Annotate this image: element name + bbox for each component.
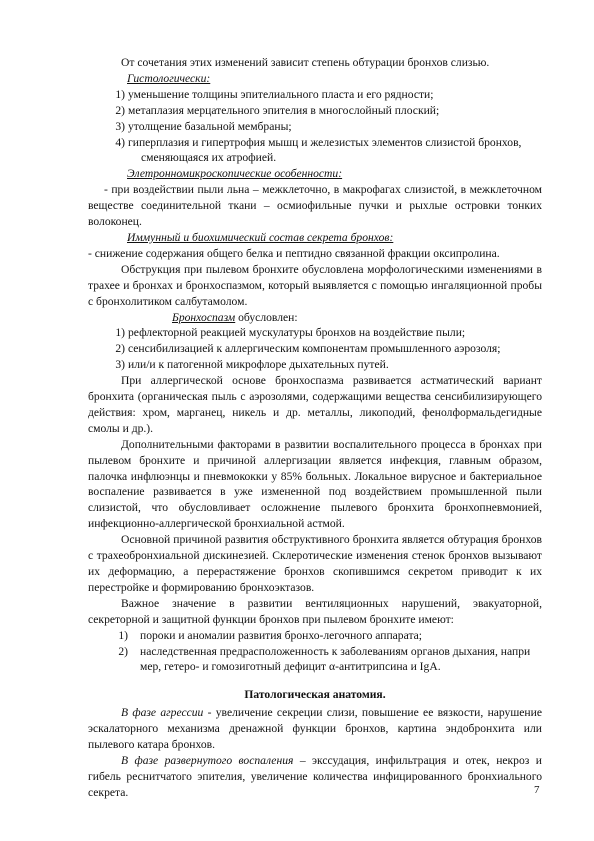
list-item: 2) метаплазия мерцательного эпителия в многослойный плоский;	[115, 103, 440, 117]
electron-microscopy-heading: Элетронномикроскопические особенности:	[127, 167, 343, 181]
list-item: 1) пороки и аномалии развития бронхо-легочного аппарата;	[118, 628, 423, 642]
histology-heading: Гистологически:	[127, 71, 211, 85]
histology-list	[88, 87, 542, 167]
bronchospasm-list	[88, 325, 542, 373]
list-item: 1) уменьшение толщины эпителиального пласта и его рядности;	[115, 87, 434, 101]
document-body	[88, 55, 542, 801]
bronchospasm-term: Бронхоспазм	[172, 310, 236, 324]
important-factors-list	[88, 628, 542, 676]
important-factors-paragraph: Важное значение в развитии вентиляционных нарушений, эвакуаторной, секреторной и защитной функции бронхов при пылевом бронхите имеют:	[88, 596, 542, 626]
phase-inflammation-paragraph	[88, 753, 542, 801]
phase-inflammation-text: – экссудация, инфильтрация и отек, некроз и гибель реснитчатого эпителия, увеличение количества инфицированного бронхиального секрета.	[88, 753, 542, 799]
list-item: 4) гиперплазия и гипертрофия мышц и железистых элементов слизистой бронхов,	[115, 135, 522, 149]
list-item: 2) сенсибилизацией к аллергическим компонентам промышленного аэрозоля;	[115, 342, 501, 356]
phase-aggression-paragraph	[88, 705, 542, 753]
phase-inflammation-label: В фазе развернутого воспаления	[121, 753, 294, 767]
bronchospasm-heading	[88, 310, 542, 326]
electron-microscopy-text: - при воздействии пыли льна – межклеточно, в макрофагах слизистой, в межклеточном веществе соединительной ткани – осмиофильные пучки и рыхлые островки тонких волоконец.	[88, 183, 542, 229]
bronchospasm-caused: обусловлен:	[235, 310, 298, 324]
list-item: 1) рефлекторной реакцией мускулатуры бронхов на воздействие пыли;	[115, 326, 466, 340]
obstruction-paragraph: Обструкция при пылевом бронхите обусловлена морфологическими изменениями в трахее и бронхах и бронхоспазмом, который выявляется с помощью ингаляционной пробы с бронхолитиком салбутамолом.	[88, 262, 542, 308]
section-title: Патологическая анатомия.	[244, 688, 386, 702]
allergic-paragraph: При аллергической основе бронхоспазма развивается астматический вариант бронхита (органическая пыль с аэрозолями, содержащими вещества сенсибилизирующего действия: хром, марганец, никель и др. металлы, ликоподий, фенолформальдегидные смолы и др.).	[88, 374, 542, 435]
list-item: 3) или/и к патогенной микрофлоре дыхательных путей.	[115, 358, 389, 372]
phase-aggression-text: - увеличение секреции слизи, повышение ее вязкости, нарушение эскалаторного механизма дренажной функции бронхов, картина эндобронхита или пылевого катара бронхов.	[88, 706, 542, 752]
immune-heading: Иммунный и биохимический состав секрета бронхов:	[127, 230, 394, 244]
list-item: 2) наследственная предрасположенность к заболеваниям органов дыхания, напри мер, гетеро- и гомозиготный дефицит α-антитрипсина и IgA.	[118, 644, 531, 674]
main-cause-paragraph: Основной причиной развития обструктивного бронхита является обтурация бронхов с трахеобронхиальной дискинезией. Склеротические изменения стенок бронхов вызывают их деформацию, а перерастяжение бронхов скопившимся секретом приводит к их перестройке и формированию бронхоэктазов.	[88, 533, 542, 594]
phase-aggression-label: В фазе агрессии	[121, 706, 204, 720]
list-item: 3) утолщение базальной мембраны;	[115, 119, 292, 133]
list-item-continuation: сменяющаяся их атрофией.	[141, 151, 277, 165]
immune-text: - снижение содержания общего белка и пептидно связанной фракции оксипролина.	[88, 246, 500, 260]
page-number: 7	[534, 784, 540, 796]
additional-factors-paragraph: Дополнительными факторами в развитии воспалительного процесса в бронхах при пылевом бронхите и причиной аллергизации является инфекция, главным образом, палочка инфлюэнцы и пневмококки у 85% больных. Локальное вирусное и бактериальное воспаление развивается в уже измененной под воздействием промышленной пыли слизистой, что обусловливает осложнение пылевого бронхита бронхопневмонией, инфекционно-аллергической бронхиальной астмой.	[88, 437, 542, 531]
intro-paragraph: От сочетания этих изменений зависит степень обтурации бронхов слизью.	[121, 56, 490, 69]
